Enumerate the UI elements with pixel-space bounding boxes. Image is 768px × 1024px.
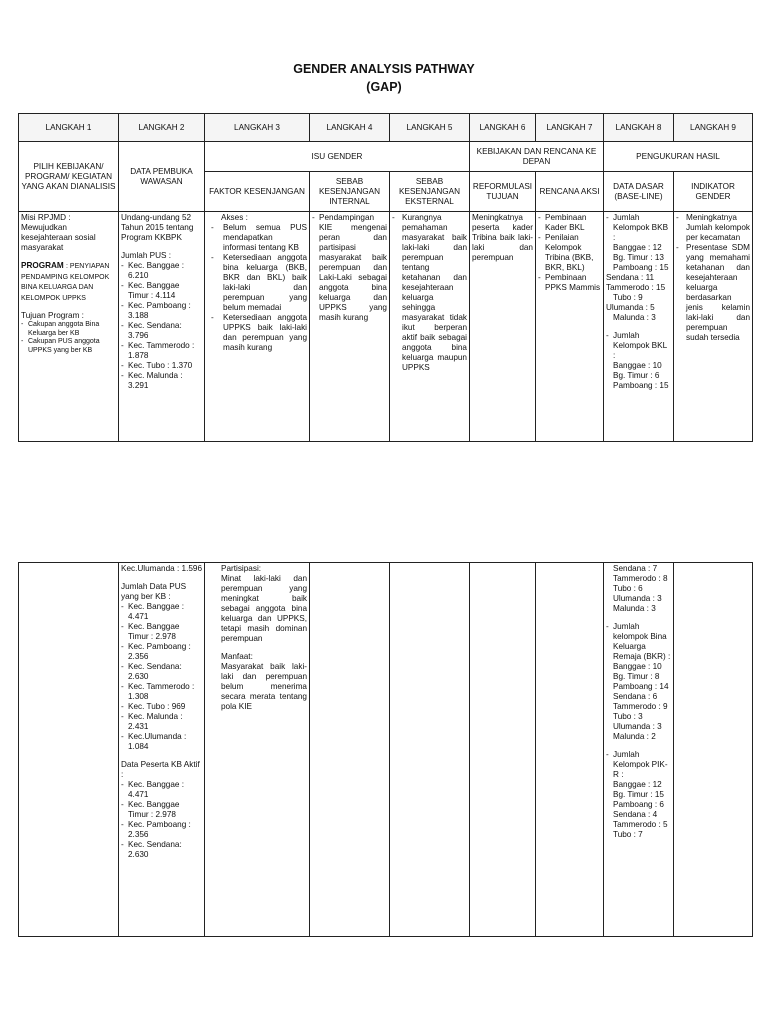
value-line: Ulumanda : 3	[613, 594, 662, 603]
group-header-row	[19, 142, 753, 172]
value-line: Tammerodo : 5 Tubo : 7	[613, 820, 668, 839]
bkb-values-2	[606, 273, 671, 323]
list-item: - Kec. Pamboang : 3.188	[121, 301, 202, 321]
bkb-list	[606, 213, 671, 243]
value-line: Malunda : 3	[613, 604, 656, 613]
column-header-data: DATA PEMBUKA WAWASAN	[119, 142, 205, 212]
top-values	[606, 564, 671, 614]
value-line: Bg. Timur : 8	[613, 672, 660, 681]
document-subtitle: (GAP)	[366, 80, 402, 94]
indikator-list	[676, 213, 750, 343]
cell-eksternal	[390, 563, 470, 937]
list-item: - Kurangnya pemahaman masyarakat baik laki-laki dan perempuan tentang ketahanan dan kesejahteraan keluarga sehingga masyarakat tidak ikut berperan aktif baik sebagai anggota bina keluarga maupun UPPKS	[392, 213, 467, 373]
group-header-kebijakan: KEBIJAKAN DAN RENCANA KE DEPAN	[470, 142, 604, 172]
gap-table-1	[18, 113, 753, 442]
program-label: PROGRAM	[21, 261, 64, 270]
ulumanda-text: Kec.Ulumanda : 1.596	[121, 564, 203, 573]
cell-indikator	[674, 212, 753, 442]
list-item: - Jumlah Kelompok PIK-R :	[606, 750, 671, 780]
list-item: - Kec. Banggae Timur : 2.978	[121, 800, 202, 820]
step-header: LANGKAH 8	[604, 114, 674, 142]
list-item: - Jumlah Kelompok BKB :	[606, 213, 671, 243]
list-item: - Belum semua PUS mendapatkan informasi tentang KB	[211, 223, 307, 253]
akses-label: Akses :	[221, 213, 248, 222]
akses-list	[207, 223, 307, 353]
value-line: Banggae : 12	[613, 780, 662, 789]
aktif-label: Data Peserta KB Aktif :	[121, 760, 200, 779]
list-item: - Ketersediaan anggota UPPKS baik laki-laki dan perempuan yang masih kurang	[211, 313, 307, 353]
list-item: - Kec. Banggae : 4.471	[121, 602, 202, 622]
list-item: - Pembinaan PPKS Mammis	[538, 273, 601, 293]
pus-label: Jumlah PUS :	[121, 251, 172, 260]
step-header-row	[19, 114, 753, 142]
cell-rencana-aksi	[536, 212, 604, 442]
pikr-values	[606, 780, 671, 840]
pus-kb-label: Jumlah Data PUS yang ber KB :	[121, 582, 187, 601]
value-line: Pamboang : 15	[613, 381, 669, 390]
manfaat-label: Manfaat:	[221, 652, 253, 661]
partisipasi-block	[207, 564, 307, 712]
list-item: - Ketersediaan anggota bina keluarga (BKB, BKR dan BKL) baik laki-laki dan perempuan yang belum memadai	[211, 253, 307, 313]
value-line: Sendana : 11	[606, 273, 655, 282]
value-line: Banggae : 10	[613, 662, 662, 671]
step-header: LANGKAH 4	[310, 114, 390, 142]
list-item: - Kec. Malunda : 3.291	[121, 371, 202, 391]
column-header-eksternal: SEBAB KESENJANGAN EKSTERNAL	[390, 172, 470, 212]
bkl-list	[606, 331, 671, 361]
list-item: - Kec. Banggae Timur : 4.114	[121, 281, 202, 301]
value-line: Banggae : 10	[613, 361, 662, 370]
value-line: Sendana : 4	[613, 810, 658, 819]
list-item: - Kec.Ulumanda : 1.084	[121, 732, 202, 752]
list-item: - Kec. Banggae : 6.210	[121, 261, 202, 281]
list-item: - Kec. Pamboang : 2.356	[121, 820, 202, 840]
value-line: Pamboang : 15	[613, 263, 669, 272]
value-line: Tubo : 3	[613, 712, 643, 721]
list-item: - Kec. Sendana: 3.796	[121, 321, 202, 341]
eksternal-list	[392, 213, 467, 373]
pikr-list	[606, 750, 671, 780]
bkr-values	[606, 662, 671, 742]
bkl-values	[606, 361, 671, 391]
value-line: Tubo : 9	[613, 293, 643, 302]
column-header-reformulasi: REFORMULASI TUJUAN	[470, 172, 536, 212]
list-item: - Meningkatnya Jumlah kelompok per kecamatan	[676, 213, 750, 243]
cell-program	[19, 212, 119, 442]
value-line: Tammerodo : 9	[613, 702, 668, 711]
list-item: - Kec. Tubo : 1.370	[121, 361, 202, 371]
step-header: LANGKAH 9	[674, 114, 753, 142]
aktif-list	[121, 780, 202, 860]
value-line: Ulumanda : 3	[613, 722, 662, 731]
cell-faktor	[205, 212, 310, 442]
step-header: LANGKAH 3	[205, 114, 310, 142]
list-item: - Penilaian Kelompok Tribina (BKB, BKR, BKL)	[538, 233, 601, 273]
column-header-rencana-aksi: RENCANA AKSI	[536, 172, 604, 212]
value-line: Tubo : 6	[613, 584, 643, 593]
cell-reformulasi: Meningkatnya peserta kader Tribina baik laki-laki dan perempuan	[470, 212, 536, 442]
pus-list	[121, 261, 202, 391]
column-header-internal: SEBAB KESENJANGAN INTERNAL	[310, 172, 390, 212]
list-item: - Kec. Tubo : 969	[121, 702, 202, 712]
list-item: - Cakupan PUS anggota UPPKS yang ber KB	[21, 338, 116, 355]
cell-data-dasar	[604, 563, 674, 937]
bkb-values	[606, 243, 671, 273]
column-header-faktor: FAKTOR KESENJANGAN	[205, 172, 310, 212]
cell-faktor	[205, 563, 310, 937]
step-header: LANGKAH 5	[390, 114, 470, 142]
list-item: - Kec. Sendana: 2.630	[121, 840, 202, 860]
list-item: - Pembinaan Kader BKL	[538, 213, 601, 233]
list-item: - Kec. Tammerodo : 1.308	[121, 682, 202, 702]
bkr-list	[606, 622, 671, 662]
cell-data	[119, 563, 205, 937]
list-item: - Kec. Banggae Timur : 2.978	[121, 622, 202, 642]
table-row	[19, 212, 753, 442]
manfaat-text: Masyarakat baik laki-laki dan perempuan belum menerima secara merata tentang pola KIE	[221, 662, 307, 711]
list-item: - Kec. Sendana: 2.630	[121, 662, 202, 682]
partisipasi-text: Minat laki-laki dan perempuan yang meningkat baik sebagai anggota bina keluarga dan UPPKS, tetapi masih dominan perempuan	[221, 574, 307, 643]
value-line: Bg. Timur : 6	[613, 371, 660, 380]
list-item: - Jumlah kelompok Bina Keluarga Remaja (BKR) :	[606, 622, 671, 662]
column-header-program: PILIH KEBIJAKAN/ PROGRAM/ KEGIATAN YANG AKAN DIANALISIS	[19, 142, 119, 212]
table-row	[19, 563, 753, 937]
gap-table-2	[18, 562, 753, 937]
cell-reformulasi	[470, 563, 536, 937]
value-line: Bg. Timur : 13	[613, 253, 664, 262]
cell-indikator	[674, 563, 753, 937]
partisipasi-label: Partisipasi:	[221, 564, 262, 573]
program-text: : PENYIAPAN PENDAMPING KELOMPOK BINA KELUARGA DAN KELOMPOK UPPKS	[21, 263, 110, 302]
value-line: Banggae : 12	[613, 243, 662, 252]
list-item: - Kec. Pamboang : 2.356	[121, 642, 202, 662]
value-line: Sendana : 6	[613, 692, 658, 701]
list-item: - Jumlah Kelompok BKL :	[606, 331, 671, 361]
list-item: - Kec. Banggae : 4.471	[121, 780, 202, 800]
internal-list	[312, 213, 387, 323]
column-header-data-dasar: DATA DASAR (BASE-LINE)	[604, 172, 674, 212]
step-header: LANGKAH 2	[119, 114, 205, 142]
cell-rencana-aksi	[536, 563, 604, 937]
column-header-indikator: INDIKATOR GENDER	[674, 172, 753, 212]
value-line: Malunda : 2	[613, 732, 656, 741]
list-item: - Kec. Tammerodo : 1.878	[121, 341, 202, 361]
value-line: Sendana : 7	[613, 564, 658, 573]
value-line: Tammerodo : 8	[613, 574, 668, 583]
cell-eksternal	[390, 212, 470, 442]
tujuan-list	[21, 321, 116, 355]
cell-internal	[310, 212, 390, 442]
group-header-pengukuran: PENGUKURAN HASIL	[604, 142, 753, 172]
tujuan-label: Tujuan Program :	[21, 311, 84, 321]
group-header-isu-gender: ISU GENDER	[205, 142, 470, 172]
step-header: LANGKAH 7	[536, 114, 604, 142]
value-line: Malunda : 3	[613, 313, 656, 322]
value-line: Tammerodo : 15	[606, 283, 666, 292]
rencana-list	[538, 213, 601, 293]
list-item: - Presentase SDM yang memahami ketahanan dan kesejahteraan keluarga berdasarkan jenis kelamin laki-laki dan perempuan sudah tersedia	[676, 243, 750, 343]
cell-data	[119, 212, 205, 442]
pus-kb-list	[121, 602, 202, 752]
document-title: GENDER ANALYSIS PATHWAY	[293, 62, 475, 76]
value-line: Bg. Timur : 15	[613, 790, 664, 799]
misi-text: Misi RPJMD : Mewujudkan kesejahteraan sosial masyarakat	[21, 213, 96, 252]
value-line: Ulumanda : 5	[606, 303, 655, 312]
cell-internal	[310, 563, 390, 937]
list-item: - Kec. Malunda : 2.431	[121, 712, 202, 732]
step-header: LANGKAH 1	[19, 114, 119, 142]
list-item: - Cakupan anggota Bina Keluarga ber KB	[21, 321, 116, 338]
step-header: LANGKAH 6	[470, 114, 536, 142]
value-line: Pamboang : 6	[613, 800, 664, 809]
value-line: Pamboang : 14	[613, 682, 669, 691]
uu-text: Undang-undang 52 Tahun 2015 tentang Program KKBPK	[121, 213, 194, 242]
list-item: - Pendampingan KIE mengenai peran dan partisipasi masyarakat baik perempuan dan Laki-Laki sebagai anggota bina keluarga dan UPPKS yang masih kurang	[312, 213, 387, 323]
cell-data-dasar	[604, 212, 674, 442]
cell-program	[19, 563, 119, 937]
